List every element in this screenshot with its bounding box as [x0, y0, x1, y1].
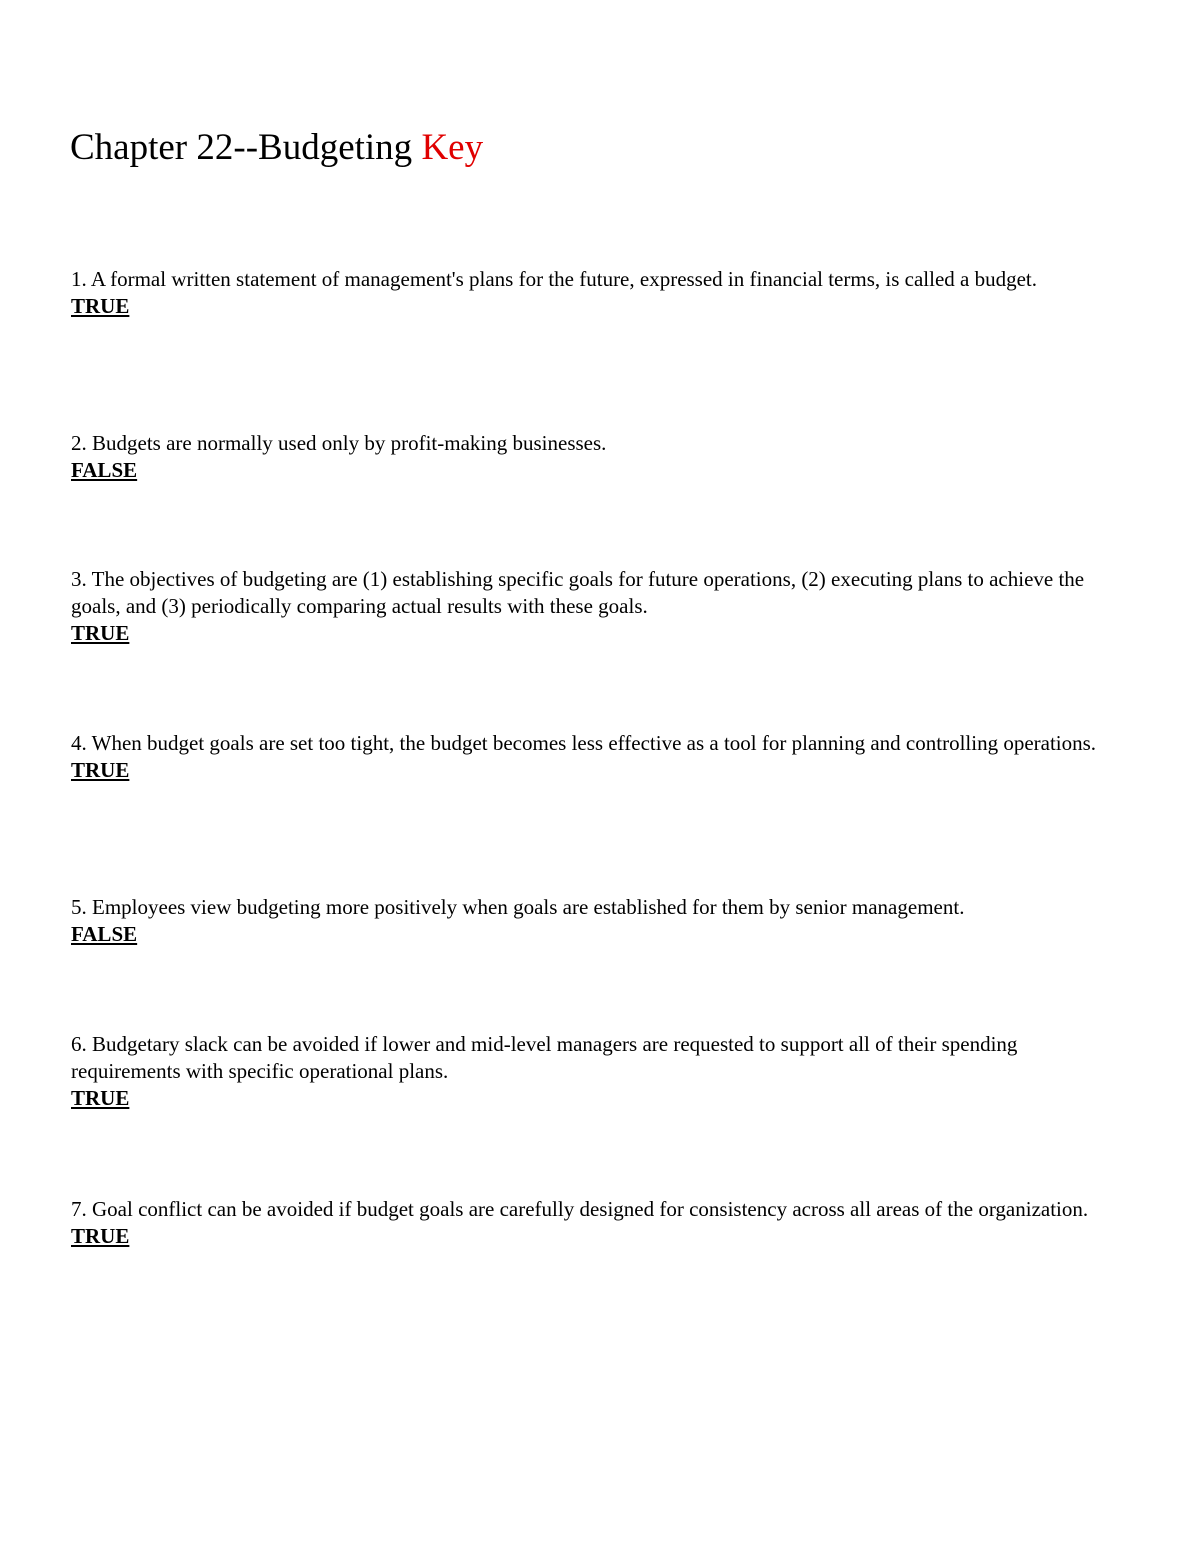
answer-label: TRUE [71, 1224, 130, 1248]
question-item [71, 566, 1131, 647]
question-text [71, 566, 1131, 620]
question-number: 5. [71, 895, 87, 919]
question-statement: Budgets are normally used only by profit-making businesses. [92, 431, 607, 455]
question-item [71, 894, 1131, 948]
answer-label: TRUE [71, 758, 130, 782]
question-statement: Budgetary slack can be avoided if lower and mid-level managers are requested to support all of their spending requirements with specific operational plans. [71, 1032, 1018, 1083]
answer-label: FALSE [71, 458, 138, 482]
question-statement: A formal written statement of management's plans for the future, expressed in financial terms, is called a budget. [90, 267, 1037, 291]
question-number: 6. [71, 1032, 87, 1056]
question-item [71, 266, 1131, 320]
question-text [71, 430, 1131, 457]
question-number: 2. [71, 431, 87, 455]
question-number: 4. [71, 731, 87, 755]
question-item [71, 730, 1131, 784]
question-text [71, 266, 1131, 293]
question-statement: Goal conflict can be avoided if budget goals are carefully designed for consistency across all areas of the organization. [92, 1197, 1089, 1221]
question-text [71, 894, 1131, 921]
question-item [71, 430, 1131, 484]
question-item [71, 1196, 1131, 1250]
question-text [71, 1031, 1131, 1085]
page-title [70, 124, 483, 172]
question-statement: Employees view budgeting more positively when goals are established for them by senior management. [92, 895, 965, 919]
title-key-label: Key [421, 127, 484, 168]
answer-label: TRUE [71, 621, 130, 645]
answer-label: TRUE [71, 1086, 130, 1110]
question-number: 3. [71, 567, 87, 591]
question-statement: When budget goals are set too tight, the budget becomes less effective as a tool for planning and controlling operations. [91, 731, 1097, 755]
question-number: 7. [71, 1197, 87, 1221]
question-statement: The objectives of budgeting are (1) establishing specific goals for future operations, (2) executing plans to achieve the goals, and (3) periodically comparing actual results with these goals. [71, 567, 1085, 618]
question-text [71, 1196, 1131, 1223]
answer-label: FALSE [71, 922, 138, 946]
question-text [71, 730, 1131, 757]
question-item [71, 1031, 1131, 1112]
title-text: Chapter 22--Budgeting [70, 127, 413, 168]
question-number: 1. [71, 267, 87, 291]
answer-label: TRUE [71, 294, 130, 318]
